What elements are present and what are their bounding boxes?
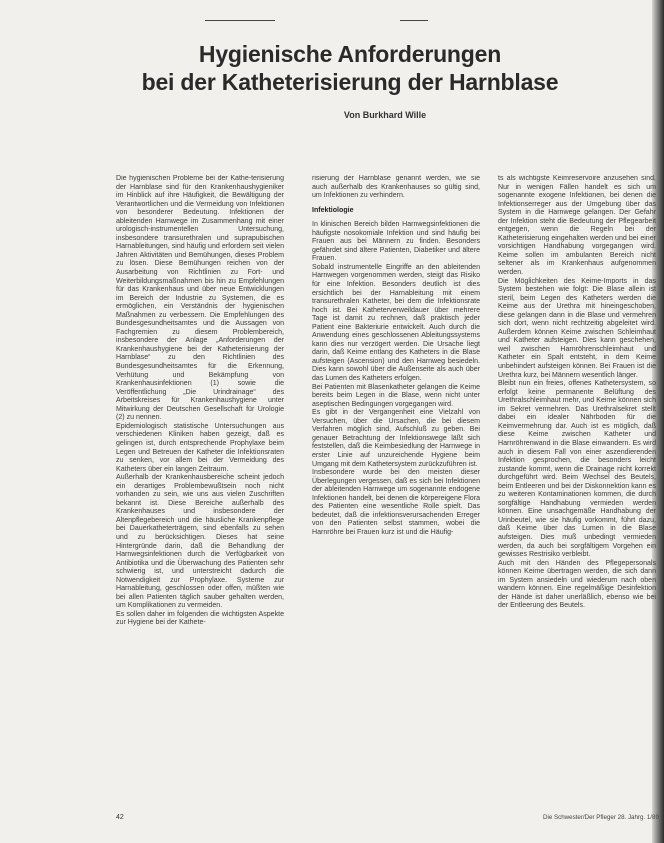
paragraph: Die Möglichkeiten des Keime-Imports in das System bestehen wie folgt: Die Blase allein ist steril, beim Legen des Katheters werden die Keime aus der Urethra mit hineingeschoben, diese gelangen dann in die Blase und vermehren sich dort, wenn nicht rechtzeitig abgeleitet wird. Außerdem können Keime zwischen Schleimhaut und Katheter aufsteigen. Dies kann geschehen, weil zwischen Harnröhrenschleimhaut und Katheter ein Spalt entsteht, in dem Keime unbehindert aufsteigen können. Bei Frauen ist die Urethra kurz, bei Männern wesentlich länger.	[498, 277, 656, 379]
paragraph: Sobald instrumentelle Eingriffe an den ableitenden Harnwegen vorgenommen werden, steigt das Risiko für eine Infektion. Besonders deutlich ist dies ersichtlich bei der Harnableitung mit einem transurethralen Katheter, bei dem die Infektionsrate hoch ist. Bei Katheterverweildauer über mehrere Tage ist damit zu rechnen, daß praktisch jeder Patient eine Bakteriurie entwickelt. Auch durch die Anwendung eines geschlossenen Ableitungssystems kann dies nur verzögert werden. Die Ursache liegt darin, daß Keime entlang des Katheters in die Blase aufsteigen (Ascension) und den Harnweg besiedeln. Dies kann sowohl über die Außenseite als auch über das Lumen des Katheters erfolgen.	[312, 263, 480, 383]
section-heading: Infektiologie	[312, 206, 354, 214]
page-number: 42	[116, 814, 124, 821]
paragraph: Außerhalb der Krankenhausbereiche scheint jedoch ein derartiges Problembewußtsein noch nicht vorhanden zu sein, wie uns aus vielen Zuschriften bekannt ist. Diese Bereiche außerhalb des Krankenhauses und insbesondere der Altenpflegebereich und die häusliche Krankenpflege bei Dauerkatheterträgern, sind ebenfalls zu sehen und zu berücksichtigen. Dieses hat seine Hintergründe darin, daß die Behandlung der Harnwegsinfektionen durch die Verfügbarkeit von Antibiotika und die Überwachung des Patienten sehr schwierig ist, und unterstreicht dadurch die Notwendigkeit zur Prophylaxe. Systeme zur Harnableitung, geschlossen oder offen, müßten wie bei allen Patienten täglich sauber gehalten werden, um Komplikationen zu vermeiden.	[116, 474, 284, 610]
text-column-3	[498, 175, 656, 805]
paragraph: risierung der Harnblase genannt werden, wie sie auch außerhalb des Krankenhauses so gültig sind, um Infektionen zu verhindern.	[312, 175, 480, 200]
paragraph: Die hygienischen Probleme bei der Kathe-terisierung der Harnblase sind für den Krankenhaushygieniker im Hinblick auf ihre Häufigkeit, die Bewältigung der Verantwortlichen und die Vermeidung von Infektionen von besonderer Bedeutung. Infektionen der ableitenden Harnwege im Zusammenhang mit einer urologisch-instrumentellen Untersuchung, insbesondere transurethralen und suprapubischen Harnableitungen, sind häufig und erfordern seit vielen Jahren Aktivitäten und Bemühungen, dieses Problem zu lösen. Diese Bemühungen reichen von der Ausarbeitung von Richtlinien zu Fort- und Weiterbildungsmaßnahmen bis hin zu Empfehlungen für das Krankenhaus und über neue Entwicklungen im Bereich der Industrie zu Systemen, die es ermöglichen, ein Verständnis der hygienischen Maßnahmen zu verbessern. Die Empfehlungen des Bundesgesundheitsamtes und die Aussagen von Fachgremien zu diesem Problembereich, insbesondere der Anlage „Anforderungen der Krankenhaushygiene bei der Katheterisierung der Harnblase“ zu den Richtlinien des Bundesgesundheitsamtes für die Erkennung, Verhütung und Bekämpfung von Krankenhausinfektionen (1) sowie die Veröffentlichung „Die Urindrainage“ des Arbeitskreises für Krankenhaushygiene unter Mitwirkung der Deutschen Gesellschaft für Urologie (2) zu nennen.	[116, 175, 284, 422]
paragraph: In klinischen Bereich bilden Harnwegsinfektionen die häufigste nosokomiale Infektion und sind häufig bei Frauen aus bei Männern zu finden. Besonders gefährdet sind ältere Patienten, Diabetiker und ältere Frauen.	[312, 221, 480, 263]
title-line-1: Hygienische Anforderungen	[198, 41, 502, 67]
paragraph: Es gibt in der Vergangenheit eine Vielzahl von Versuchen, über die Ursachen, die bei diesem Verfahren möglich sind, Aufschluß zu geben. Bei genauer Betrachtung der Infektionswege läßt sich feststellen, daß die Keimbesiedlung der Harnwege in erster Linie auf unzureichende Hygiene beim Umgang mit dem Kathetersystem zurückzuführen ist.	[312, 409, 480, 468]
journal-reference: Die Schwester/Der Pfleger 28. Jahrg. 1/89	[543, 814, 659, 821]
top-rule-left	[205, 20, 275, 21]
paragraph: Es sollen daher im folgenden die wichtigsten Aspekte zur Hygiene bei der Kathete-	[116, 610, 284, 627]
paragraph: Auch mit den Händen des Pflegepersonals können Keime übertragen werden, die sich dann im System ansiedeln und wiederum nach oben wandern können. Eine regelmäßige Desinfektion der Hände ist daher unerläßlich, ebenso wie bei der Entleerung des Beutels.	[498, 559, 656, 610]
top-rule-right	[400, 20, 428, 21]
paragraph: Bei Patienten mit Blasenkatheter gelangen die Keime bereits beim Legen in die Blase, wenn nicht unter aseptischen Bedingungen vorgegangen wird.	[312, 383, 480, 408]
paragraph: ts als wichtigste Keimreservoire anzusehen sind. Nur in wenigen Fällen handelt es sich um sogenannte exogene Infektionen, bei denen die Infektionserreger aus der Umgebung über das System in die Harnwege gelangen. Der Gefahr der Infektion steht die Bedeutung der Pflegearbeit entgegen, wenn die Regeln bei der Katheterisierung eingehalten werden und bei einer vorsichtigen Handhabung vorgegangen wird. Keime sollen im ambulanten Bereich nicht seltener als im Krankenhaus aufgenommen werden.	[498, 175, 656, 277]
text-column-1	[116, 175, 284, 805]
paragraph: Epidemiologisch statistische Untersuchungen aus verschiedenen Kliniken haben gezeigt, daß es gelingen ist, durch entsprechende Prophylaxe beim Legen und Betreuen der Katheter die Infektionsraten zu senken, vor allem bei der Vermeidung des Katheters über ein langen Zeitraum.	[116, 422, 284, 473]
paragraph: Bleibt nun ein freies, offenes Kathetersystem, so erfolgt keine permanente Belüftung des Urethralschleimhaut mehr, und Keime können sich im Sekret vermehren. Das Urethralsekret stellt dabei ein idealer Nährboden für die Keimvermehrung dar. Auch ist es möglich, daß diese Keime zwischen Katheter und Harnröhrenwand in die Blase einwandern. Es wird auch in diesem Fall von einer aszendierenden Infektion gesprochen, die besonders leicht zustande kommt, wenn die Drainage nicht korrekt durchgeführt wird. Beim Wechsel des Beutels, beim Entleeren und bei der Diskonnektion kann es zu weiteren Kontaminationen kommen, die durch sorgfältige Handhabung vermieden werden können. Eine unsachgemäße Handhabung der Urinbeutel, wie sie häufig vorkommt, führt dazu, daß Keime über das Lumen in die Blase aufsteigen. Dies muß unbedingt vermieden werden, da auch bei sorgfältigem Vorgehen ein gewisses Restrisiko verbleibt.	[498, 380, 656, 559]
paragraph: Insbesondere wurde bei den meisten dieser Überlegungen vergessen, daß es sich bei Infektionen der ableitenden Harnwege um sogenannte endogene Infektionen handelt, bei denen die körpereigene Flora des Patienten eine wesentliche Rolle spielt. Das bedeutet, daß die infektionsverursachenden Erreger von den Patienten selbst stammen, wobei die Harnröhre bei Frauen kurz ist und die Häufig-	[312, 469, 480, 536]
text-column-2	[312, 175, 480, 805]
author-byline: Von Burkhard Wille	[343, 110, 427, 120]
title-line-2: bei der Katheterisierung der Harnblase	[141, 69, 559, 95]
article-title	[110, 40, 590, 96]
